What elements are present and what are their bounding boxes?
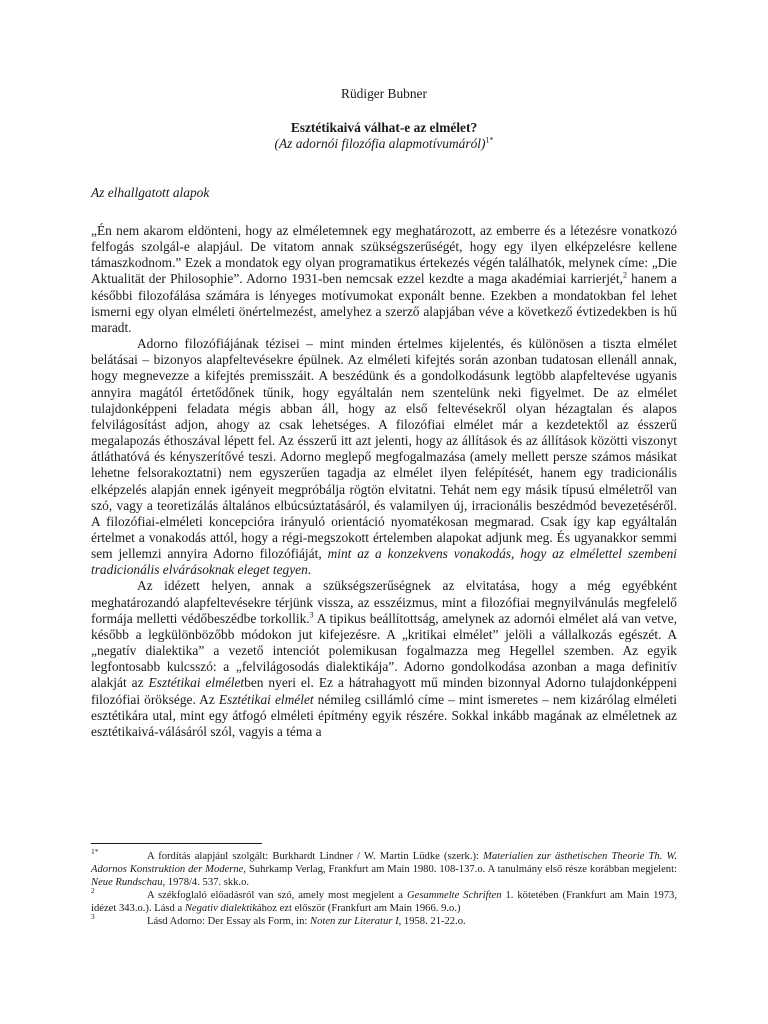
footnote-text: Lásd Adorno: Der Essay als Form, in: [147, 915, 311, 927]
section-heading: Az elhallgatott alapok [91, 185, 210, 200]
body-text [91, 223, 677, 740]
footnote-3: 3 Lásd Adorno: Der Essay als Form, in: Noten zur Literatur I, 1958. 21-22.o. [91, 912, 466, 927]
footnotes [91, 847, 678, 928]
paragraph-3-text-d: némileg csillámló címe – mint ismeretes – nem kizárólag elméleti esztétikára utal, mint egy átfogó elméleti építmény egyik részére. Sokkal inkább magának az elméletnek az esztétikaivá-válásáról szól, vagyis a téma a [91, 691, 677, 739]
paragraph-1 [91, 223, 677, 336]
paragraph-2-text: Adorno filozófiájának tézisei – mint minden értelmes kijelentés, és különösen a tiszta elmélet belátásai – bizonyos alapfeltevésekre épülnek. Az elméleti kifejtés során azonban tudatosan ellenáll annak, hogy megnevezze a kifejtés premisszáit. A beszédünk és a gondolkodásunk legtöbb alapfeltevése ugyanis annyira magától értetődőnek tűnik, hogy egyáltalán nem szentelünk neki figyelmet. De az elmélet tulajdonképpeni feladata mégis abban áll, hogy az első feltevésekről olyan hézagtalan és alapos felvilágosítást adjon, ahogy az csak lehetséges. A filozófiai elmélet már a kezdetektől az ésszerű megalapozás éthoszával lépett fel. Az ésszerű itt azt jelenti, hogy az állítások és az állítások közötti viszonyt átláthatóvá és kényszerítővé teszi. Adorno meglepő megfogalmazása (amely mellett persze számos másikat lehetne felsorakoztatni) nem egyszerűen tagadja az elmélet ilyen felépítését, hanem egy tradicionális elképzelés alapján ennek igényeit megpróbálja rögtön elvitatni. Tehát nem egy másik típusú elméletről van szó, vagy a teoretizálás általános elbúcsúztatásáról, és valamilyen új, irracionális beszédmód bevezetéséről. A filozófiai-elméleti koncepcióra irányuló orientáció nyomatékosan megmarad. Csak így kap egyáltalán értelmet a vonakodás attól, hogy a régi-megszokott értelemben alapokat adjunk meg. És ugyanakkor semmi sem jellemzi annyira Adorno filozófiáját, [91, 336, 677, 562]
footnote-text: , Suhrkamp Verlag, Frankfurt am Main 1980. 108-137.o. A tanulmány első része korábban megjelent: [243, 863, 677, 875]
footnote-italic: Materialien zur ästhetischen Theorie Th. W. Adornos Konstruktion der Moderne [91, 851, 678, 875]
book-title-italic: Esztétikai elmélet [218, 691, 314, 707]
paragraph-3-text-b: A tipikus beállítottság, amelynek az adornói elmélet alá van vetve, később a legkülönbözőbb módokon jut kifejezésre. A „kritikai elmélet” jelöli a vállalkozás egészét. A „negatív dialektika” a vezető intenciót polemikusan fogalmazza meg Hegellel szemben. Az egyik legfontosabb kulcsszó: a „felvilágosodás dialektikája”. Adorno gondolkodása azonban a maga definitív alakját az [91, 610, 677, 691]
footnote-ref-2[interactable]: 2 [622, 271, 627, 280]
footnote-italic: Gesammelte Schriften [406, 889, 502, 901]
paragraph-1-text-b: hanem a későbbi filozofálása számára is lényeges motívumokat exponált benne. Ezekben a mondatokban fel lehet ismerni egy olyan elméleti önértelmezést, amelyhez a szerző alapjában véve a következő évtizedekben is hű maradt. [91, 271, 678, 335]
footnote-ref-3[interactable]: 3 [309, 610, 314, 620]
footnote-italic: Negativ dialektik [184, 902, 257, 914]
paragraph-2 [91, 336, 677, 578]
footnote-text: , 1978/4. 537. skk.o. [162, 876, 250, 888]
article-subtitle [0, 136, 768, 152]
footnote-italic: Neue Rundschau [91, 876, 163, 888]
book-title-italic: Esztétikai elmélet [148, 675, 245, 691]
footnote-italic: Noten zur Literatur I [310, 915, 399, 927]
paragraph-2-end: . [307, 562, 312, 578]
footnote-text: ához ezt először (Frankfurt am Main 1966. 9.o.) [256, 902, 461, 914]
paragraph-3-text-a: Az idézett helyen, annak a szükségszerűségnek az elvitatása, hogy a még egyébként meghatározandó alapfeltevésekre térjünk vissza, az esszéizmus, mint a filozófiai megnyilvánulás megfelelő formája melletti védőbeszédbe torkollik. [91, 578, 677, 626]
paragraph-3-text-c: ben nyeri el. Ez a hátrahagyott mű minden bizonnyal Adorno tulajdonképpeni filozófiai öröksége. Az [91, 675, 677, 707]
footnote-text: A fordítás alapjául szolgált: Burkhardt Lindner / W. Martin Lüdke (szerk.): [147, 851, 484, 862]
footnote-text: A székfoglaló előadásról van szó, amely most megjelent a [147, 889, 407, 901]
paragraph-3 [91, 578, 677, 740]
footnote-text: , 1958. 21-22.o. [398, 915, 466, 927]
paragraph-1-text-a: „Én nem akarom eldönteni, hogy az elméletemnek egy meghatározott, az emberre és a létezésre vonatkozó felfogás szolgál-e alapjául. De vitatom annak szükségszerűségét, hogy egy ilyen elképzelésre kellene támaszkodnom.” Ezek a mondatok egy olyan programatikus értekezés végén találhatók, melynek címe: „Die Aktualität der Philosophie”. Adorno 1931-ben nemcsak ezzel kezdte a maga akadémiai karrierjét, [91, 223, 677, 287]
footnote-text: 1. kötetében (Frankfurt am Main 1973, idézet 343.o.). Lásd a [91, 889, 678, 914]
footnote-2: 2 A székfoglaló előadásról van szó, amely most megjelent a Gesammelte Schriften 1. kötetében (Frankfurt am Main 1973, idézet 343.o.). Lásd a Negativ dialektikához ezt először (Frankfurt am Main 1966. 9.o.) [91, 886, 678, 914]
paragraph-2-emphasis: mint az a konzekvens vonakodás, hogy az elmélettel szembeni tradicionális elvárásoknak eleget tegyen [91, 546, 677, 578]
subtitle-text: (Az adornói filozófia alapmotívumáról) [274, 136, 486, 151]
footnote-1: 1* A fordítás alapjául szolgált: Burkhardt Lindner / W. Martin Lüdke (szerk.): Materialien zur ästhetischen Theorie Th. W. Adornos Konstruktion der Moderne, Suhrkamp Verlag, Frankfurt am Main 1980. 108-137.o. A tanulmány első része korábban megjelent: Neue Rundschau, 1978/4. 537. skk.o. [91, 847, 678, 888]
author-name: Rüdiger Bubner [341, 86, 427, 101]
subtitle-footnote-mark[interactable]: 1* [485, 135, 494, 145]
footnote-separator [91, 843, 262, 844]
article-title: Esztétikaivá válhat-e az elmélet? [290, 120, 478, 135]
